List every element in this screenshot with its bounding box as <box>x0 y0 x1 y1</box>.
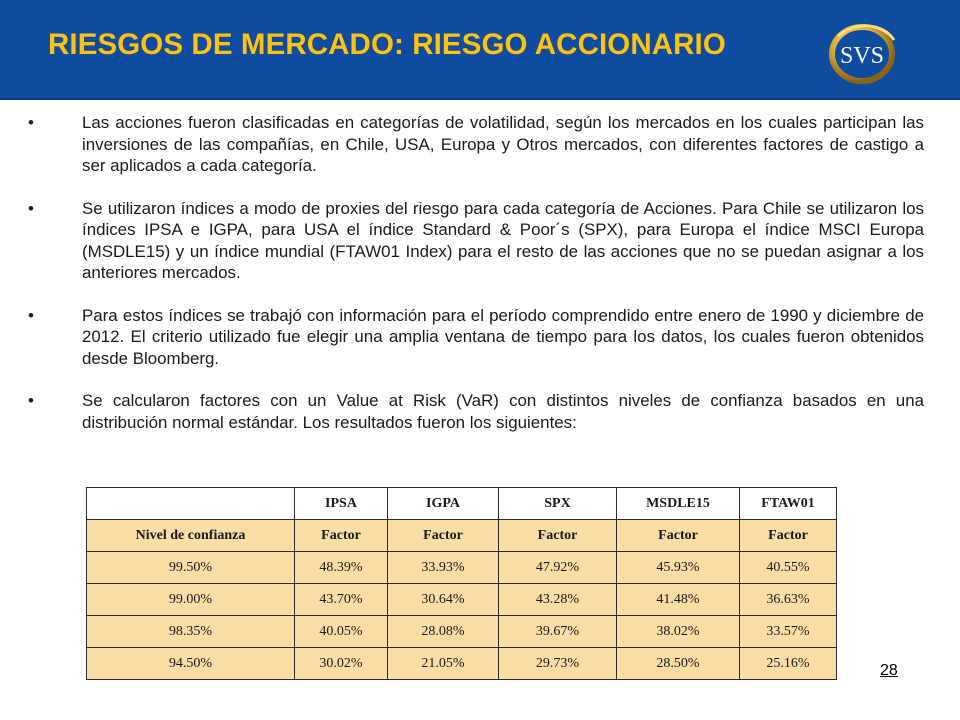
paragraph-text: Se calcularon factores con un Value at Risk (VaR) con distintos niveles de confianza basados en una distribución normal estándar. Los resultados fueron los siguientes: <box>82 391 924 432</box>
table-cell: 21.05% <box>388 648 499 680</box>
bullet-dot: • <box>28 391 34 410</box>
table-cell: 99.50% <box>87 552 295 584</box>
table-subheader-row <box>87 520 837 552</box>
table-cell: 40.05% <box>295 616 388 648</box>
paragraph-text: Las acciones fueron clasificadas en categorías de volatilidad, según los mercados en los cuales participan las inversiones de las compañías, en Chile, USA, Europa y Otros mercados, con diferentes factores de castigo a ser aplicados a cada categoría. <box>82 113 924 175</box>
table-cell: 41.48% <box>617 584 740 616</box>
table-subheader-cell: Factor <box>388 520 499 552</box>
table-cell: 48.39% <box>295 552 388 584</box>
table-cell: 29.73% <box>499 648 617 680</box>
bullet-paragraph <box>28 305 924 370</box>
bullet-dot: • <box>28 305 34 325</box>
table-header-row <box>87 488 837 520</box>
page-number: 28 <box>880 662 898 679</box>
table-subheader-cell: Factor <box>740 520 837 552</box>
table-row <box>87 616 837 648</box>
bullet-list <box>28 112 924 454</box>
table-header-cell <box>87 488 295 520</box>
table-cell: 39.67% <box>499 616 617 648</box>
table-cell: 94.50% <box>87 648 295 680</box>
slide-header <box>0 0 960 100</box>
table-cell: 43.70% <box>295 584 388 616</box>
table-subheader-cell: Factor <box>499 520 617 552</box>
paragraph-text: Se utilizaron índices a modo de proxies del riesgo para cada categoría de Acciones. Para Chile se utilizaron los índices IPSA e IGPA, para USA el índice Standard & Poor´s (SPX), para Europa el índice MSCI Europa (MSDLE15) y un índice mundial (FTAW01 Index) para el resto de las acciones que no se puedan asignar a los anteriores mercados. <box>82 198 924 282</box>
svs-logo-text: SVS <box>839 43 885 69</box>
bullet-paragraph <box>28 198 924 284</box>
table-subheader-cell: Factor <box>295 520 388 552</box>
bullet-paragraph <box>28 390 924 433</box>
table-row <box>87 552 837 584</box>
table-header-cell: IPSA <box>295 488 388 520</box>
table-header-cell: MSDLE15 <box>617 488 740 520</box>
table-subheader-cell: Nivel de confianza <box>87 520 295 552</box>
bullet-dot: • <box>28 113 34 132</box>
table-cell: 33.93% <box>388 552 499 584</box>
var-factor-table <box>86 487 837 680</box>
bullet-paragraph <box>28 112 924 177</box>
table-cell: 98.35% <box>87 616 295 648</box>
table-cell: 36.63% <box>740 584 837 616</box>
table-cell: 47.92% <box>499 552 617 584</box>
table-subheader-cell: Factor <box>617 520 740 552</box>
table-header-cell: FTAW01 <box>740 488 837 520</box>
table-cell: 28.08% <box>388 616 499 648</box>
table-cell: 40.55% <box>740 552 837 584</box>
bullet-dot: • <box>28 198 34 218</box>
table-header-cell: SPX <box>499 488 617 520</box>
table-cell: 28.50% <box>617 648 740 680</box>
table-cell: 43.28% <box>499 584 617 616</box>
table-header-cell: IGPA <box>388 488 499 520</box>
slide-title: RIESGOS DE MERCADO: RIESGO ACCIONARIO <box>48 28 726 61</box>
table-cell: 99.00% <box>87 584 295 616</box>
svs-logo <box>826 18 900 86</box>
table-cell: 25.16% <box>740 648 837 680</box>
table-row <box>87 584 837 616</box>
table-cell: 30.02% <box>295 648 388 680</box>
table-cell: 38.02% <box>617 616 740 648</box>
paragraph-text: Para estos índices se trabajó con información para el período comprendido entre enero de 1990 y diciembre de 2012. El criterio utilizado fue elegir una amplia ventana de tiempo para los datos, los cuales fueron obtenidos desde Bloomberg. <box>82 305 924 368</box>
table-cell: 33.57% <box>740 616 837 648</box>
table-row <box>87 648 837 680</box>
table-cell: 30.64% <box>388 584 499 616</box>
table-cell: 45.93% <box>617 552 740 584</box>
